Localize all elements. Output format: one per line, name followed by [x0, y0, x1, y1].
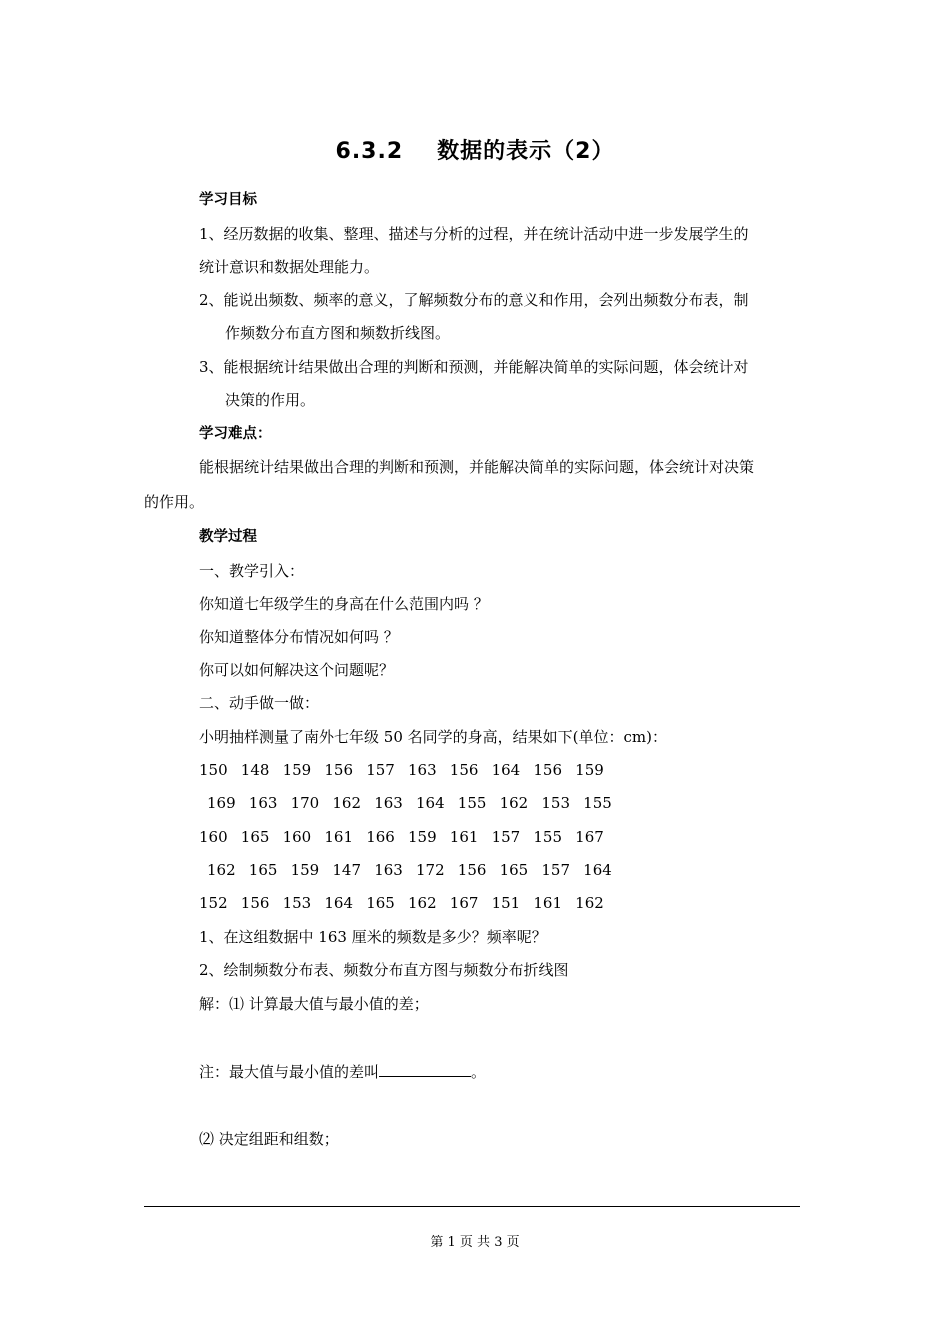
data-value: 159 — [575, 761, 604, 779]
data-value: 165 — [366, 894, 395, 912]
data-row-5 — [199, 893, 617, 913]
data-value: 159 — [290, 861, 320, 879]
data-value: 160 — [199, 828, 228, 846]
difficulty-heading: 学习难点： — [199, 426, 272, 442]
data-value: 159 — [407, 828, 437, 846]
data-value: 156 — [449, 761, 479, 779]
data-value: 161 — [449, 828, 479, 846]
data-value: 164 — [583, 861, 612, 879]
data-value: 167 — [449, 894, 479, 912]
data-value: 147 — [332, 861, 362, 879]
data-value: 163 — [407, 761, 437, 779]
data-value: 157 — [491, 828, 521, 846]
data-value: 169 — [207, 794, 236, 812]
data-value: 165 — [248, 861, 278, 879]
solution-step-2: ⑵ 决定组距和组数； — [199, 1130, 339, 1148]
data-value: 162 — [207, 861, 236, 879]
data-value: 156 — [457, 861, 487, 879]
data-value: 162 — [499, 794, 529, 812]
answer-blank[interactable] — [379, 1061, 471, 1077]
objectives-heading: 学习目标 — [199, 192, 257, 208]
intro-heading: 一、教学引入： — [199, 562, 305, 580]
data-value: 157 — [541, 861, 571, 879]
activity-text: 小明抽样测量了南外七年级 50 名同学的身高，结果如下(单位：cm)： — [199, 728, 667, 746]
solution-step-1: 解：⑴ 计算最大值与最小值的差； — [199, 995, 429, 1013]
difficulty-line2: 的作用。 — [144, 493, 205, 511]
task-2: 2、绘制频数分布表、频数分布直方图与频数分布折线图 — [199, 961, 569, 979]
objective-2-line2: 作频数分布直方图和频数折线图。 — [225, 324, 451, 342]
data-row-1 — [199, 760, 617, 780]
data-value: 163 — [374, 794, 403, 812]
data-row-3 — [199, 827, 617, 847]
section-number: 6.3.2 — [335, 139, 404, 164]
data-value: 166 — [366, 828, 395, 846]
page-title — [0, 134, 950, 165]
data-value: 164 — [324, 894, 354, 912]
process-heading: 教学过程 — [199, 529, 257, 545]
data-value: 156 — [533, 761, 563, 779]
footer-divider — [144, 1206, 800, 1207]
data-value: 162 — [575, 894, 604, 912]
data-value: 161 — [324, 828, 354, 846]
question-1: 你知道七年级学生的身高在什么范围内吗 ？ — [199, 595, 489, 613]
data-value: 160 — [282, 828, 312, 846]
data-value: 155 — [533, 828, 563, 846]
data-value: 165 — [240, 828, 270, 846]
data-value: 148 — [240, 761, 270, 779]
activity-heading: 二、动手做一做： — [199, 694, 320, 712]
data-value: 156 — [240, 894, 270, 912]
note-line — [199, 1061, 486, 1082]
page-footer: 第 1 页 共 3 页 — [430, 1235, 520, 1250]
data-value: 163 — [248, 794, 278, 812]
data-value: 167 — [575, 828, 604, 846]
data-value: 150 — [199, 761, 228, 779]
data-value: 164 — [491, 761, 521, 779]
data-value: 153 — [282, 894, 312, 912]
data-row-2 — [207, 793, 625, 813]
data-value: 155 — [583, 794, 612, 812]
data-value: 153 — [541, 794, 571, 812]
data-value: 159 — [282, 761, 312, 779]
data-value: 155 — [457, 794, 487, 812]
note-prefix: 注：最大值与最小值的差叫 — [199, 1063, 380, 1081]
data-value: 164 — [415, 794, 445, 812]
task-1: 1、在这组数据中 163 厘米的频数是多少？频率呢？ — [199, 928, 547, 946]
data-value: 162 — [332, 794, 362, 812]
data-value: 156 — [324, 761, 354, 779]
question-2: 你知道整体分布情况如何吗 ？ — [199, 628, 399, 646]
objective-3-line1: 3、能根据统计结果做出合理的判断和预测，并能解决简单的实际问题，体会统计对 — [199, 358, 749, 376]
data-row-4 — [207, 860, 625, 880]
data-value: 170 — [290, 794, 320, 812]
data-value: 172 — [415, 861, 445, 879]
data-value: 161 — [533, 894, 563, 912]
objective-1-line2: 统计意识和数据处理能力。 — [199, 258, 380, 276]
objective-3-line2: 决策的作用。 — [225, 391, 316, 409]
data-value: 157 — [366, 761, 395, 779]
objective-2-line1: 2、能说出频数、频率的意义，了解频数分布的意义和作用，会列出频数分布表，制 — [199, 291, 749, 309]
objective-1-line1: 1、经历数据的收集、整理、描述与分析的过程，并在统计活动中进一步发展学生的 — [199, 225, 749, 243]
data-value: 151 — [491, 894, 521, 912]
difficulty-line1: 能根据统计结果做出合理的判断和预测，并能解决简单的实际问题，体会统计对决策 — [199, 458, 755, 476]
data-value: 162 — [407, 894, 437, 912]
data-value: 165 — [499, 861, 529, 879]
title-text: 数据的表示（2） — [437, 139, 615, 164]
question-3: 你可以如何解决这个问题呢？ — [199, 661, 395, 679]
data-value: 152 — [199, 894, 228, 912]
note-suffix: 。 — [471, 1063, 487, 1081]
data-value: 163 — [374, 861, 403, 879]
